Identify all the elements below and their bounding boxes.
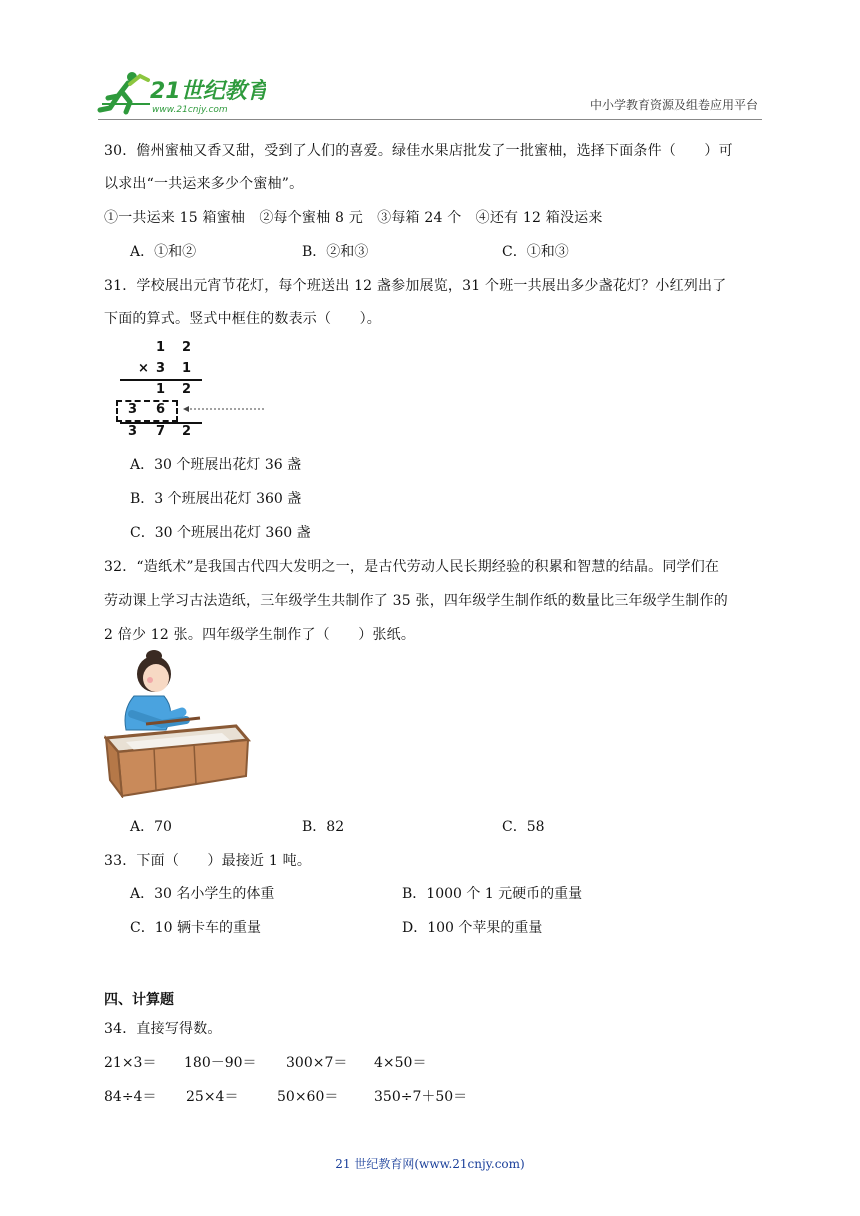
q32-option-b: B．82	[302, 819, 345, 835]
calc-digit: 7	[156, 424, 166, 439]
calc-sign: ×	[138, 361, 149, 376]
calc-item: 84÷4＝	[104, 1089, 157, 1105]
site-logo	[96, 68, 266, 116]
calc-digit: 1	[156, 340, 166, 355]
footer-link[interactable]: 21 世纪教育网(www.21cnjy.com)	[335, 1157, 525, 1171]
calc-item: 25×4＝	[186, 1089, 239, 1105]
q30-text-line2: 以求出“一共运来多少个蜜柚”。	[104, 176, 304, 192]
calc-digit: 3	[128, 402, 138, 417]
q32-text-line2: 劳动课上学习古法造纸，三年级学生共制作了 35 张，四年级学生制作纸的数量比三年级学生制作的	[104, 593, 728, 609]
q30-option-a: A．①和②	[130, 244, 197, 260]
section-title: 四、计算题	[104, 992, 174, 1008]
q32-text-line3: 2 倍少 12 张。四年级学生制作了（ ）张纸。	[104, 627, 416, 643]
q33-text: 33．下面（ ）最接近 1 吨。	[104, 853, 312, 869]
q31-option-c: C．30 个班展出花灯 360 盏	[130, 525, 311, 541]
calc-digit: 2	[182, 424, 192, 439]
platform-name: 中小学教育资源及组卷应用平台	[589, 98, 758, 112]
vertical-multiplication	[110, 336, 270, 442]
header-divider	[98, 119, 762, 120]
calc-item: 300×7＝	[286, 1055, 348, 1071]
q33-option-a: A．30 名小学生的体重	[130, 886, 275, 902]
q30-option-c: C．①和③	[502, 244, 569, 260]
q30-option-b: B．②和③	[302, 244, 369, 260]
q33-option-b: B．1000 个 1 元硬币的重量	[402, 886, 583, 902]
calc-item: 21×3＝	[104, 1055, 157, 1071]
highlight-box	[116, 400, 178, 422]
calc-item: 180－90＝	[184, 1055, 257, 1071]
q32-text-line1: 32．“造纸术”是我国古代四大发明之一，是古代劳动人民长期经验的积累和智慧的结晶。同学们在	[104, 559, 720, 575]
q30-conditions: ①一共运来 15 箱蜜柚 ②每个蜜柚 8 元 ③每箱 24 个 ④还有 12 箱没运来	[104, 210, 603, 226]
arrow-icon	[182, 404, 266, 414]
calc-item: 50×60＝	[277, 1089, 339, 1105]
calc-digit: 1	[182, 361, 192, 376]
calc-digit: 2	[182, 382, 192, 397]
calc-item: 4×50＝	[374, 1055, 427, 1071]
q32-option-a: A．70	[130, 819, 172, 835]
q30-text-line1: 30．儋州蜜柚又香又甜，受到了人们的喜爱。绿佳水果店批发了一批蜜柚，选择下面条件（ ）可	[104, 143, 733, 159]
logo-text: 21世纪教育	[150, 79, 266, 104]
q31-text-line1: 31．学校展出元宵节花灯，每个班送出 12 盏参加展览，31 个班一共展出多少盏花灯？小红列出了	[104, 278, 727, 294]
logo-url: www.21cnjy.com	[152, 105, 228, 115]
papermaking-illustration	[104, 648, 252, 798]
q33-option-d: D．100 个苹果的重量	[402, 920, 543, 936]
calc-item: 350÷7＋50＝	[374, 1089, 468, 1105]
q33-option-c: C．10 辆卡车的重量	[130, 920, 261, 936]
q31-option-b: B．3 个班展出花灯 360 盏	[130, 491, 302, 507]
q34-text: 34．直接写得数。	[104, 1021, 222, 1037]
calc-digit: 6	[156, 402, 166, 417]
calc-digit: 3	[128, 424, 138, 439]
q31-text-line2: 下面的算式。竖式中框住的数表示（ ）。	[104, 311, 381, 327]
runner-icon	[100, 72, 148, 112]
calc-digit: 1	[156, 382, 166, 397]
q31-option-a: A．30 个班展出花灯 36 盏	[130, 457, 302, 473]
calc-digit: 2	[182, 340, 192, 355]
q32-option-c: C．58	[502, 819, 545, 835]
calc-digit: 3	[156, 361, 166, 376]
